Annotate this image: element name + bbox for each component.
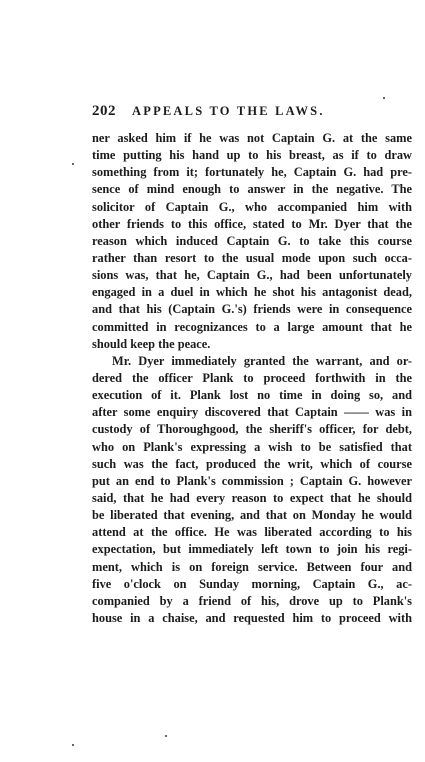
text-line: committed in recognizances to a large amount that he — [92, 319, 412, 334]
text-line: after some enquiry discovered that Captain —— was in — [92, 405, 412, 420]
text-line: companied by a friend of his, drove up to Plank's — [92, 593, 412, 608]
ink-speck — [72, 163, 74, 165]
text-line: house in a chaise, and requested him to proceed with — [92, 610, 412, 625]
text-line: five o'clock on Sunday morning, Captain G., ac- — [92, 576, 412, 591]
text-line: should keep the peace. — [92, 336, 211, 351]
text-line: and that his (Captain G.'s) friends were in consequence — [92, 302, 412, 317]
text-line: execution of it. Plank lost no time in doing so, and — [92, 388, 412, 403]
page-header — [92, 103, 412, 123]
text-line: reason which induced Captain G. to take this course — [92, 233, 412, 248]
text-line: solicitor of Captain G., who accompanied him with — [92, 199, 412, 214]
text-line: ner asked him if he was not Captain G. at the same — [92, 131, 412, 145]
text-line: who on Plank's expressing a wish to be satisfied that — [92, 439, 412, 454]
paragraph — [92, 353, 412, 627]
text-line: put an end to Plank's commission ; Captain G. however — [92, 473, 412, 488]
text-line: dered the officer Plank to proceed forthwith in the — [92, 370, 412, 385]
text-line: sions was, that he, Captain G., had been unfortunately — [92, 268, 412, 283]
text-line: rather than resort to the usual mode upon such occa- — [92, 250, 412, 265]
ink-speck — [72, 744, 74, 746]
body-text — [92, 130, 412, 627]
text-line: sence of mind enough to answer in the negative. The — [92, 182, 412, 197]
text-line: other friends to this office, stated to Mr. Dyer that the — [92, 216, 412, 231]
text-line: attend at the office. He was liberated according to his — [92, 525, 412, 540]
text-line: such was the fact, produced the writ, which of course — [92, 456, 412, 471]
text-line: something from it; fortunately he, Captain G. had pre- — [92, 165, 412, 180]
text-line: engaged in a duel in which he shot his antagonist dead, — [92, 285, 412, 300]
text-line: time putting his hand up to his breast, as if to draw — [92, 148, 412, 163]
running-head: APPEALS TO THE LAWS. — [132, 104, 325, 118]
ink-speck — [165, 735, 167, 737]
text-line: ment, which is on foreign service. Between four and — [92, 559, 412, 574]
text-line: said, that he had every reason to expect that he should — [92, 490, 412, 505]
text-line: Mr. Dyer immediately granted the warrant, and or- — [112, 353, 412, 368]
text-line: be liberated that evening, and that on Monday he would — [92, 508, 412, 523]
ink-speck — [383, 97, 385, 99]
text-line: custody of Thoroughgood, the sheriff's officer, for debt, — [92, 422, 412, 437]
paragraph — [92, 130, 412, 353]
text-line: expectation, but immediately left town to join his regi- — [92, 542, 412, 557]
page-number: 202 — [92, 103, 116, 119]
